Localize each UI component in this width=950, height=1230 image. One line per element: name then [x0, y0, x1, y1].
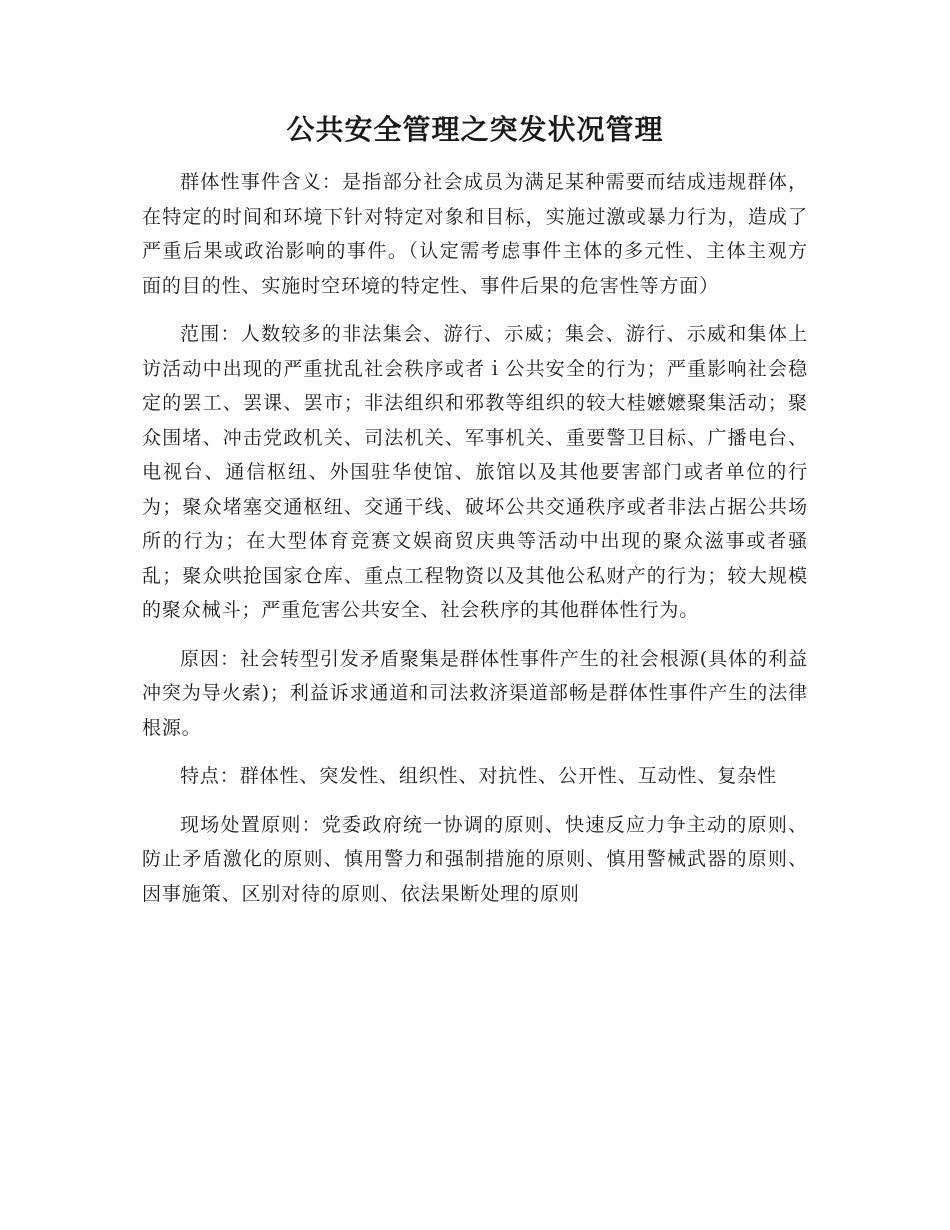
- paragraph-principles: 现场处置原则：党委政府统一协调的原则、快速反应力争主动的原则、防止矛盾激化的原则、慎用警力和强制措施的原则、慎用警械武器的原则、因事施策、区别对待的原则、依法果断处理的原则: [142, 813, 808, 905]
- paragraph-causes: 原因：社会转型引发矛盾聚集是群体性事件产生的社会根源(具体的利益冲突为导火索)；利益诉求通道和司法救济渠道部畅是群体性事件产生的法律根源。: [142, 647, 808, 739]
- paragraph-scope: 范围：人数较多的非法集会、游行、示威；集会、游行、示威和集体上访活动中出现的严重扰乱社会秩序或者ｉ公共安全的行为；严重影响社会稳定的罢工、罢课、罢市；非法组织和邪教等组织的较大桂嬷嬷聚集活动；聚众围堵、冲击党政机关、司法机关、军事机关、重要警卫目标、广播电台、电视台、通信枢纽、外国驻华使馆、旅馆以及其他要害部门或者单位的行为；聚众堵塞交通枢纽、交通干线、破坏公共交通秩序或者非法占据公共场所的行为；在大型体育竞赛文娱商贸庆典等活动中出现的聚众滋事或者骚乱；聚众哄抢国家仓库、重点工程物资以及其他公私财产的行为；较大规模的聚众械斗；严重危害公共安全、社会秩序的其他群体性行为。: [142, 323, 808, 621]
- paragraph-characteristics: 特点：群体性、突发性、组织性、对抗性、公开性、互动性、复杂性: [180, 765, 778, 787]
- paragraph-definition: 群体性事件含义：是指部分社会成员为满足某种需要而结成违规群体，在特定的时间和环境下针对特定对象和目标，实施过激或暴力行为，造成了严重后果或政治影响的事件。（认定需考虑事件主体的多元性、主体主观方面的目的性、实施时空环境的特定性、事件后果的危害性等方面）: [142, 171, 808, 297]
- document-title: 公共安全管理之突发状况管理: [286, 113, 664, 146]
- document-body: [142, 165, 808, 911]
